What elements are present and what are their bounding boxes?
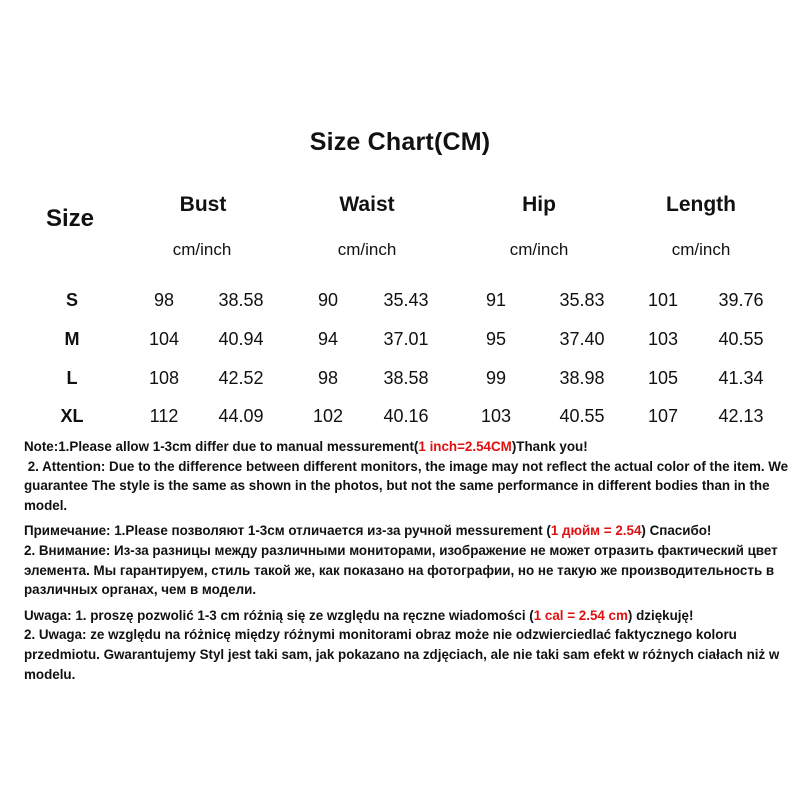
table-cell: 41.34 bbox=[718, 368, 764, 388]
table-cell: 40.94 bbox=[218, 329, 264, 349]
note-text: )Thank you! bbox=[511, 439, 588, 454]
table-cell: 37.01 bbox=[383, 329, 429, 349]
note-russian bbox=[24, 521, 794, 599]
table-cell: 38.58 bbox=[383, 368, 429, 388]
note-polish bbox=[24, 606, 794, 684]
note-text: 2. Uwaga: ze względu na różnicę między różnymi monitorami obraz może nie odzwierciedlać faktycznego koloru przedmiotu. Gwarantujemy Styl jest taki sam, jak pokazano na zdjęciach, ale nie taki sam efekt w różnych ciałach niż w modelu. bbox=[24, 627, 784, 682]
table-cell: 42.13 bbox=[718, 406, 764, 426]
table-cell: 103 bbox=[647, 329, 679, 349]
table-cell: 40.16 bbox=[383, 406, 429, 426]
unit-label-hip: cm/inch bbox=[509, 240, 569, 259]
table-cell: 90 bbox=[317, 290, 339, 310]
conversion-highlight: 1 inch=2.54CM bbox=[418, 439, 512, 454]
table-cell: 101 bbox=[647, 290, 679, 310]
table-cell: 94 bbox=[317, 329, 339, 349]
note-text: 2. Внимание: Из-за разницы между различными мониторами, изображение не может отразить фактический цвет элемента. Мы гарантируем, стиль такой же, как показано на фотографии, но не такую же производительность в различных органах, чем в модели. bbox=[24, 542, 782, 598]
note-text: Uwaga: 1. proszę pozwolić 1-3 cm różnią się ze względu na ręczne wiadomości ( bbox=[24, 607, 534, 623]
unit-label-length: cm/inch bbox=[671, 240, 731, 259]
size-chart-title: Size Chart(CM) bbox=[309, 128, 491, 156]
table-cell: 107 bbox=[647, 406, 679, 426]
column-header-bust: Bust bbox=[179, 193, 227, 216]
table-cell: 91 bbox=[485, 290, 507, 310]
note-text: Note:1.Please allow 1-3cm differ due to manual messurement( bbox=[24, 439, 419, 454]
table-cell: 112 bbox=[149, 406, 179, 426]
table-cell: 40.55 bbox=[559, 406, 605, 426]
table-cell: 104 bbox=[148, 329, 180, 349]
table-cell: 42.52 bbox=[218, 368, 264, 388]
note-text: ) Спасибо! bbox=[641, 523, 712, 539]
column-header-waist: Waist bbox=[339, 193, 395, 216]
note-text: Примечание: 1.Please позволяют 1-3cм отличается из-за ручной messurement ( bbox=[24, 523, 551, 539]
table-cell: 99 bbox=[485, 368, 507, 388]
notes-section bbox=[24, 437, 794, 690]
conversion-highlight: 1 cal = 2.54 cm bbox=[533, 607, 628, 623]
table-cell: 38.98 bbox=[559, 368, 605, 388]
table-cell: 35.43 bbox=[383, 290, 429, 310]
note-english bbox=[24, 437, 794, 515]
conversion-highlight: 1 дюйм = 2.54 bbox=[550, 523, 642, 539]
table-cell: 95 bbox=[485, 329, 507, 349]
size-label: L bbox=[66, 368, 78, 388]
table-cell: 38.58 bbox=[218, 290, 264, 310]
table-cell: 103 bbox=[480, 406, 512, 426]
table-cell: 98 bbox=[153, 290, 175, 310]
table-cell: 39.76 bbox=[718, 290, 764, 310]
size-label: M bbox=[64, 329, 80, 349]
table-cell: 44.09 bbox=[218, 406, 264, 426]
table-cell: 105 bbox=[647, 368, 679, 388]
note-text: ) dziękuję! bbox=[627, 607, 694, 623]
unit-label-waist: cm/inch bbox=[337, 240, 397, 259]
table-cell: 108 bbox=[148, 368, 180, 388]
table-cell: 102 bbox=[312, 406, 344, 426]
column-header-length: Length bbox=[666, 193, 736, 216]
size-label: XL bbox=[60, 406, 84, 426]
size-label: S bbox=[65, 290, 79, 310]
table-cell: 40.55 bbox=[718, 329, 764, 349]
table-cell: 37.40 bbox=[559, 329, 605, 349]
note-text: 2. Attention: Due to the difference between different monitors, the image may not reflect the actual color of the item. We guarantee The style is the same as shown in the photos, but not the same performance in different bodies than in the model. bbox=[24, 458, 792, 513]
column-header-hip: Hip bbox=[522, 193, 556, 216]
table-cell: 35.83 bbox=[559, 290, 605, 310]
unit-label-bust: cm/inch bbox=[172, 240, 232, 259]
table-cell: 98 bbox=[317, 368, 339, 388]
size-column-header: Size bbox=[46, 205, 95, 232]
